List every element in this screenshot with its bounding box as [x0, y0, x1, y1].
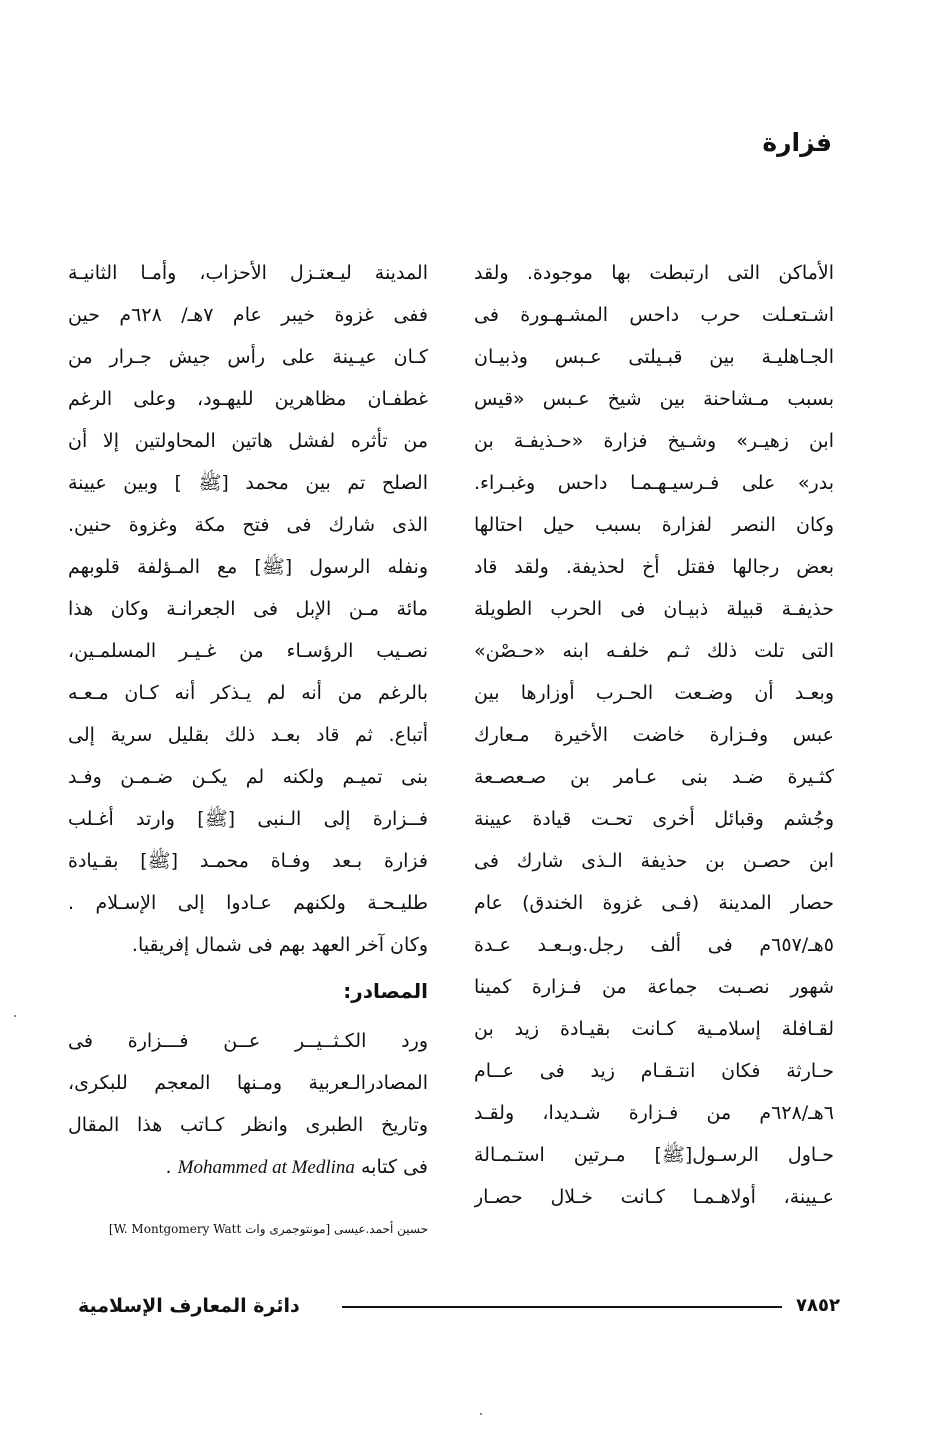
author-credit: حسين أحمد.عيسى [مونتوجمرى وات W. Montgomery Watt] — [108, 1222, 428, 1236]
text-line: عبس وفـزارة خاضت الأخيرة مـعارك — [474, 724, 834, 746]
page-title: فزارة — [762, 128, 832, 157]
text-line: كـان عيـينة على رأس جيش جـرار من — [68, 346, 428, 368]
text-line: ٦هـ/٦٢٨م من فـزارة شـديدا، ولقـد — [474, 1102, 834, 1124]
text-line: فــزارة إلى الـنبى [ﷺ] وارتد أغـلب — [68, 808, 428, 830]
text-line: ابن زهيـر» وشـيخ فزارة «حـذيفـة بن — [474, 430, 834, 452]
text-line: من تأثره لفشل هاتين المحاولتين إلا أن — [68, 430, 428, 452]
text-line: الأماكن التى ارتبطت بها موجودة. ولقد — [474, 262, 834, 284]
text-line: بدر» على فـرسيـهـمـا داحس وغبـراء. — [474, 472, 834, 494]
publication-title: دائرة المعارف الإسلامية — [78, 1295, 300, 1317]
text-line: حـاول الرسـول[ﷺ] مـرتين استـمـالة — [474, 1144, 834, 1166]
text-line: حذيفـة قبيلة ذبيـان فى الحرب الطويلة — [474, 598, 834, 620]
scan-speck — [14, 1015, 16, 1017]
text-line: اشـتعـلت حرب داحس المشـهـورة فى — [474, 304, 834, 326]
text-line: بعض رجالها فقتل أخ لحذيفة. ولقد قاد — [474, 556, 834, 578]
text-line: ففى غزوة خيبر عام ٧هـ/ ٦٢٨م حين — [68, 304, 428, 326]
text-line: نصـيب الرؤسـاء من غـيـر المسلمـين، — [68, 640, 428, 662]
sources-heading: المصادر: — [343, 979, 428, 1003]
text-line: شهور نصـبت جماعة من فـزارة كمينا — [474, 976, 834, 998]
text-line: لقـافلة إسلامـية كـانت بقيـادة زيد بن — [474, 1018, 834, 1040]
text-line: طليـحـة ولكنهم عـادوا إلى الإسـلام . — [68, 892, 428, 914]
text-line: بسبب مـشاحنة بين شيخ عـبس «قيس — [474, 388, 834, 410]
page-footer — [78, 1291, 840, 1321]
text-line: أتباع. ثم قاد بعـد ذلك بقليل سرية إلى — [68, 724, 428, 746]
text-line: وجُشم وقبائل أخرى تحـت قيادة عيينة — [474, 808, 834, 830]
text-line: الذى شارك فى فتح مكة وغزوة حنين. — [68, 514, 428, 536]
sources-line: المصادرالـعربية ومـنها المعجم للبكرى، — [68, 1072, 428, 1094]
text-line: مائة مـن الإبل فى الجعرانـة وكان هذا — [68, 598, 428, 620]
text-line: وكان آخر العهد بهم فى شمال إفريقيا. — [131, 934, 428, 956]
text-line: غطفـان مظاهرين لليهـود، وعلى الرغم — [68, 388, 428, 410]
text-line: الجـاهليـة بين قبـيلتى عـبس وذبيـان — [474, 346, 834, 368]
book-title: Mohammed at Medlina — [177, 1157, 355, 1178]
text-line: الصلح تم بين محمد [ﷺ ] وبين عيينة — [68, 472, 428, 494]
sources-line: ورد الكـثــيــر عــن فـــزارة فى — [68, 1030, 428, 1052]
text-line: وكان النصر لفزارة بسبب حيل احتالها — [474, 514, 834, 536]
sources-last-line-suffix: . — [165, 1156, 172, 1178]
text-line: المدينة ليـعتـزل الأحزاب، وأمـا الثانيـة — [68, 262, 428, 284]
text-line: التى تلت ذلك ثـم خلفـه ابنه «حـصْن» — [474, 640, 834, 662]
text-line: كثـيرة ضـد بنى عـامر بن صـعصـعة — [474, 766, 834, 788]
sources-line: وتاريخ الطبرى وانظر كـاتب هذا المقال — [68, 1114, 428, 1136]
text-line: فزارة بـعد وفـاة محمـد [ﷺ] بقـيادة — [68, 850, 428, 872]
page-number: ٧٨٥٢ — [796, 1295, 840, 1316]
text-line: بنى تميـم ولكنه لم يكـن ضـمـن وفـد — [68, 766, 428, 788]
text-line: بالرغم من أنه لم يـذكر أنه كـان مـعـه — [68, 682, 428, 704]
text-line: وبعـد أن وضـعت الحـرب أوزارها بين — [474, 682, 834, 704]
scan-speck — [480, 1413, 482, 1415]
text-line: ونفله الرسول [ﷺ] مع المـؤلفة قلوبهم — [68, 556, 428, 578]
text-line: ٥هـ/٦٥٧م فى ألف رجل.وبـعـد عـدة — [474, 934, 834, 956]
text-line: عـيينة، أولاهـمـا كـانت خـلال حصـار — [474, 1186, 834, 1208]
right-column — [474, 252, 834, 1218]
sources-last-line-prefix: فى كتابه — [360, 1156, 428, 1178]
left-column — [68, 252, 428, 1188]
text-line: ابن حصـن بن حذيفة الـذى شارك فى — [474, 850, 834, 872]
left-column-body — [68, 252, 428, 966]
sources-last-line — [68, 1146, 428, 1188]
sources-body — [68, 1020, 428, 1146]
text-line: حصار المدينة (فـى غزوة الخندق) عام — [474, 892, 834, 914]
text-line: حـارثة فكان انتـقـام زيد فى عــام — [474, 1060, 834, 1082]
footer-divider — [342, 1306, 782, 1308]
